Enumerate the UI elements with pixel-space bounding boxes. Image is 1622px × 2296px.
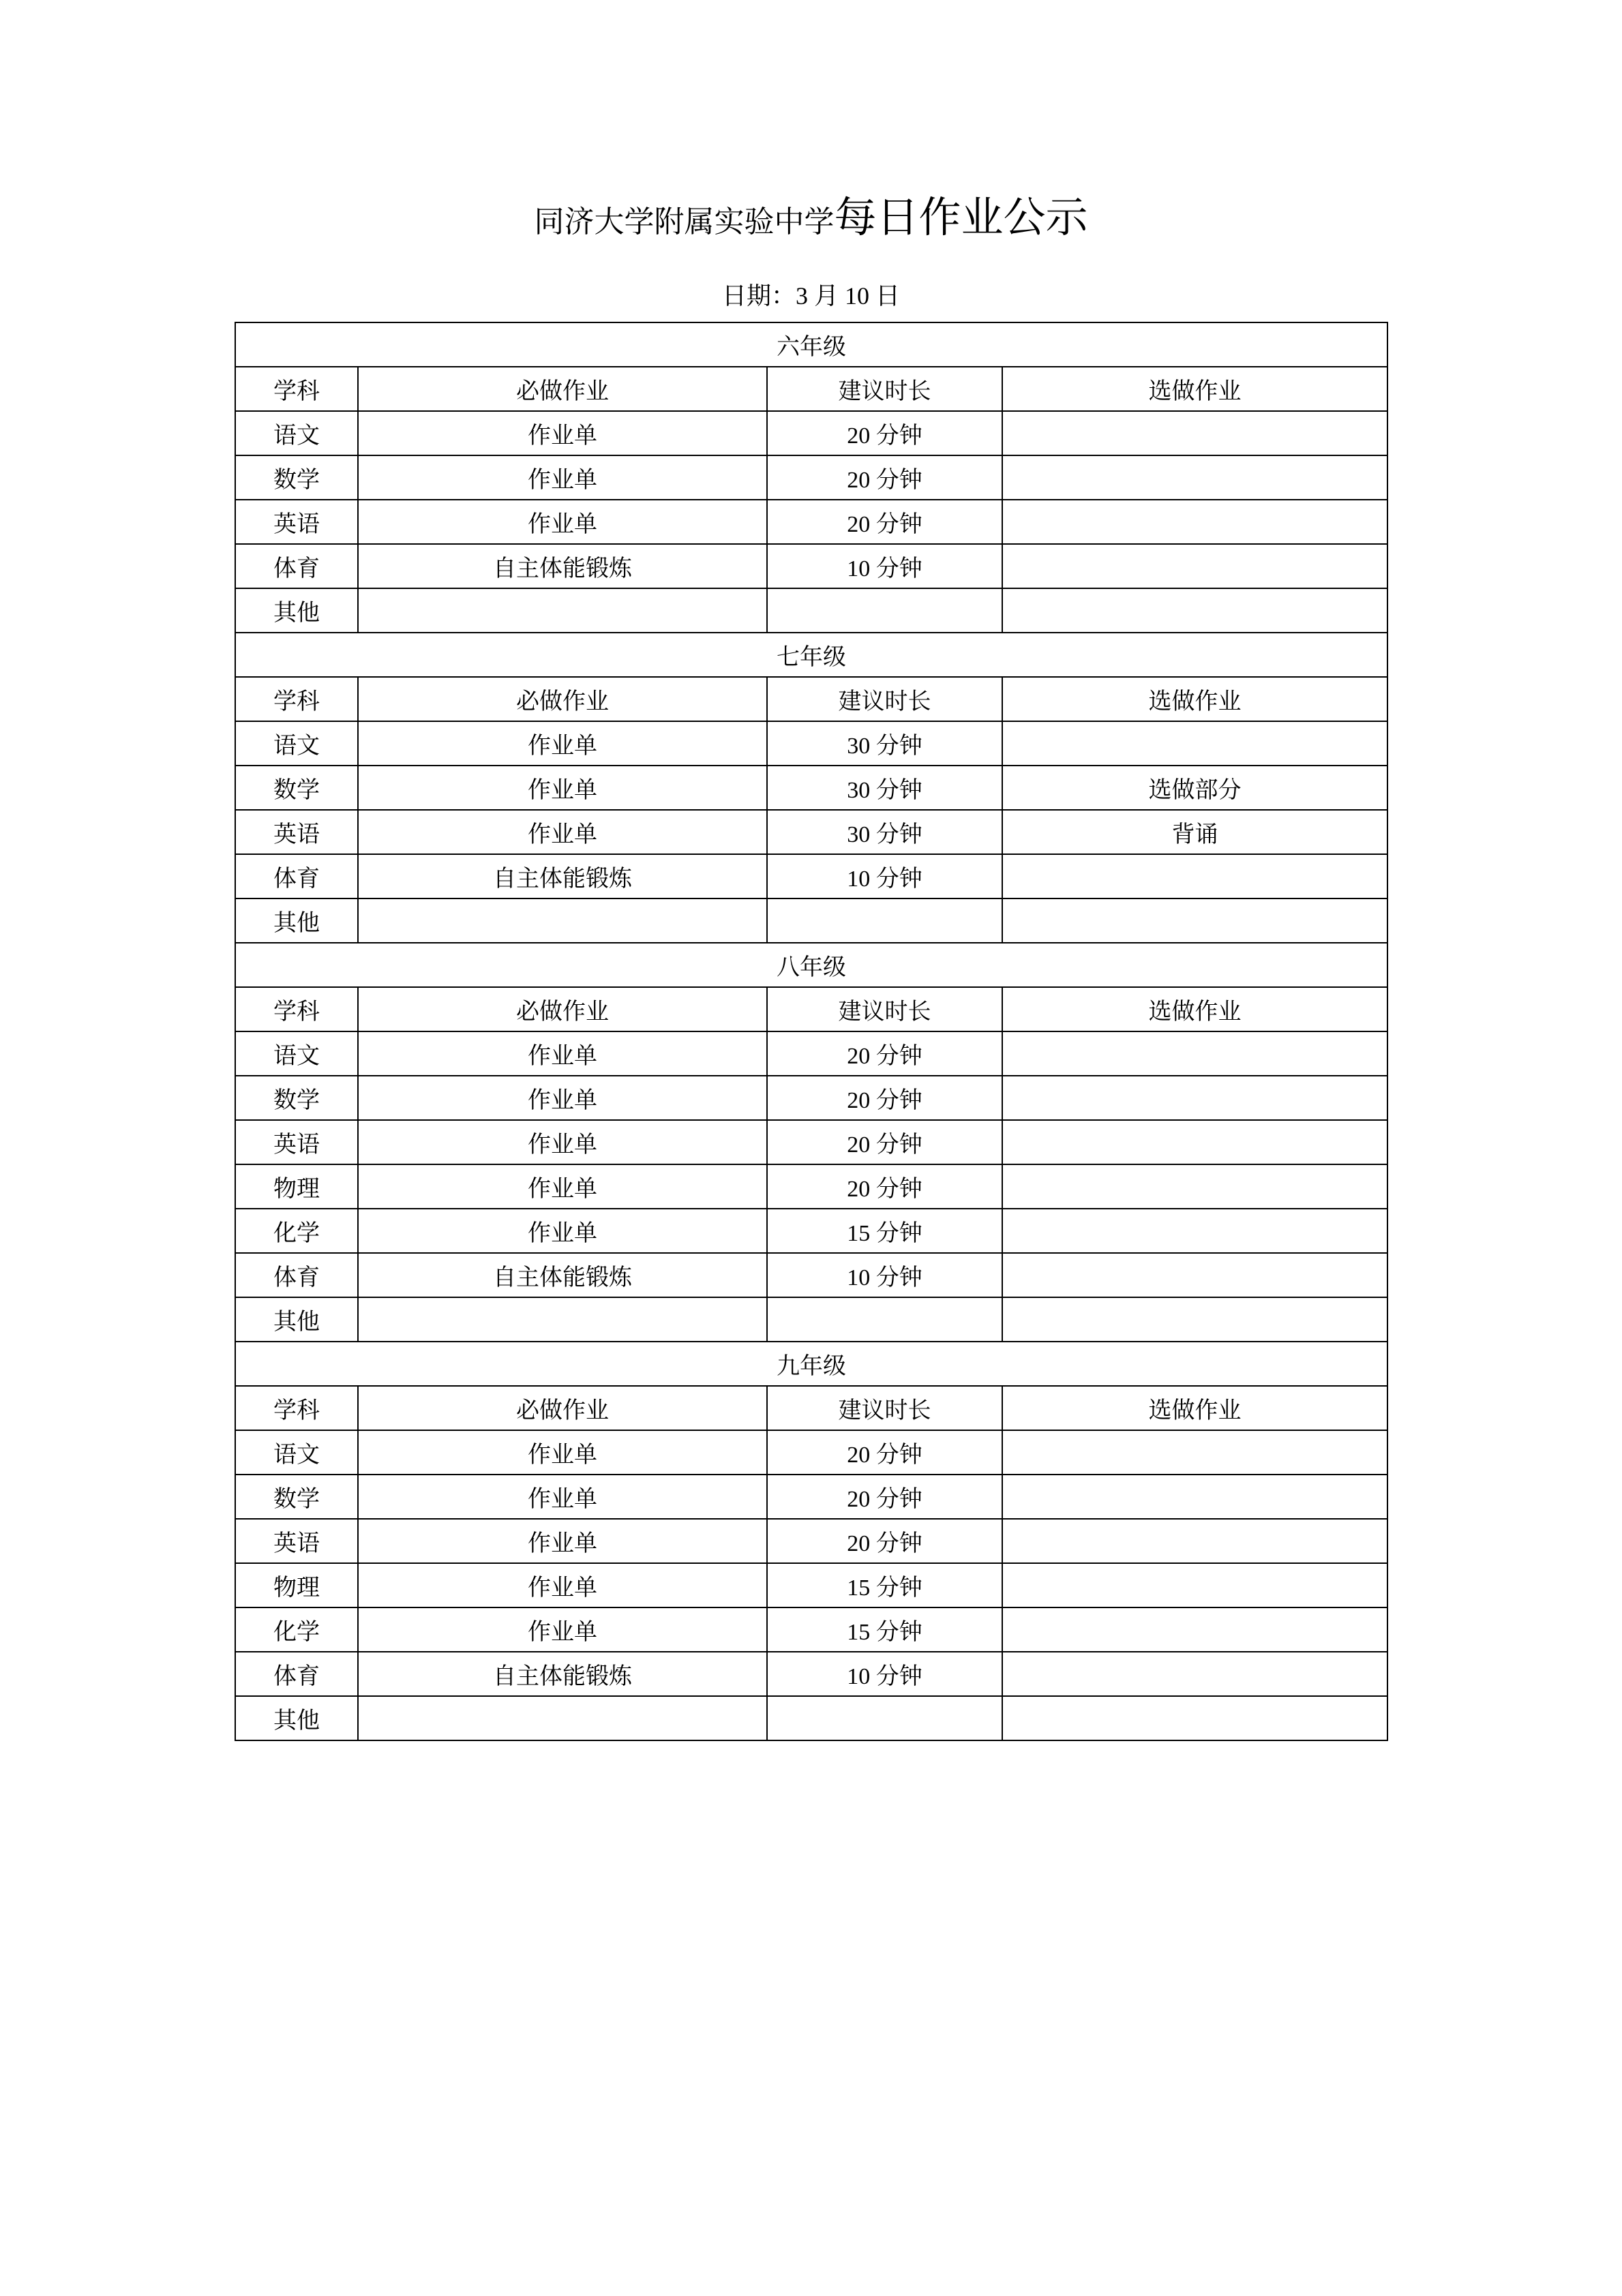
cell-optional — [1002, 1475, 1387, 1519]
cell-optional — [1002, 1563, 1387, 1607]
cell-subject: 英语 — [235, 1519, 358, 1563]
table-row — [235, 411, 1387, 455]
cell-optional — [1002, 1031, 1387, 1076]
cell-optional — [1002, 1430, 1387, 1475]
cell-required: 作业单 — [358, 721, 767, 766]
table-row — [235, 500, 1387, 544]
cell-subject: 英语 — [235, 810, 358, 854]
table-row — [235, 1164, 1387, 1209]
cell-optional — [1002, 411, 1387, 455]
cell-required: 作业单 — [358, 1607, 767, 1652]
table-row — [235, 1253, 1387, 1297]
column-header-required: 必做作业 — [358, 367, 767, 411]
cell-duration: 20 分钟 — [767, 500, 1002, 544]
cell-duration: 15 分钟 — [767, 1209, 1002, 1253]
table-row — [235, 1297, 1387, 1342]
cell-optional: 背诵 — [1002, 810, 1387, 854]
table-row — [235, 1076, 1387, 1120]
cell-duration: 20 分钟 — [767, 1519, 1002, 1563]
cell-duration — [767, 588, 1002, 633]
cell-duration: 20 分钟 — [767, 1475, 1002, 1519]
cell-optional — [1002, 1696, 1387, 1740]
cell-duration — [767, 1297, 1002, 1342]
cell-optional — [1002, 854, 1387, 898]
table-row — [235, 1652, 1387, 1696]
cell-optional — [1002, 1297, 1387, 1342]
table-row — [235, 1607, 1387, 1652]
grade-band-row — [235, 943, 1387, 987]
table-row — [235, 1430, 1387, 1475]
column-header-optional: 选做作业 — [1002, 677, 1387, 721]
column-header-duration: 建议时长 — [767, 1386, 1002, 1430]
column-header-optional: 选做作业 — [1002, 367, 1387, 411]
cell-subject: 体育 — [235, 854, 358, 898]
cell-duration: 20 分钟 — [767, 411, 1002, 455]
cell-required: 自主体能锻炼 — [358, 1253, 767, 1297]
column-header-required: 必做作业 — [358, 1386, 767, 1430]
cell-required: 作业单 — [358, 1519, 767, 1563]
grade-band-label: 九年级 — [235, 1342, 1387, 1386]
column-header-optional: 选做作业 — [1002, 987, 1387, 1031]
cell-required: 作业单 — [358, 810, 767, 854]
cell-subject: 体育 — [235, 1652, 358, 1696]
table-row — [235, 854, 1387, 898]
column-header-optional: 选做作业 — [1002, 1386, 1387, 1430]
grade-band-label: 八年级 — [235, 943, 1387, 987]
grade-band-row — [235, 322, 1387, 367]
cell-optional — [1002, 1253, 1387, 1297]
cell-subject: 数学 — [235, 1076, 358, 1120]
cell-required: 作业单 — [358, 1475, 767, 1519]
table-row — [235, 1031, 1387, 1076]
cell-subject: 其他 — [235, 1696, 358, 1740]
cell-optional — [1002, 544, 1387, 588]
column-header-required: 必做作业 — [358, 987, 767, 1031]
cell-subject: 其他 — [235, 1297, 358, 1342]
cell-required — [358, 898, 767, 943]
column-header-subject: 学科 — [235, 1386, 358, 1430]
table-header-row — [235, 677, 1387, 721]
column-header-required: 必做作业 — [358, 677, 767, 721]
grade-band-label: 六年级 — [235, 322, 1387, 367]
table-row — [235, 588, 1387, 633]
cell-duration: 30 分钟 — [767, 810, 1002, 854]
cell-required: 作业单 — [358, 500, 767, 544]
table-row — [235, 766, 1387, 810]
cell-subject: 物理 — [235, 1164, 358, 1209]
cell-duration: 20 分钟 — [767, 1164, 1002, 1209]
cell-duration: 20 分钟 — [767, 1120, 1002, 1164]
cell-optional — [1002, 455, 1387, 500]
cell-required — [358, 588, 767, 633]
cell-subject: 数学 — [235, 1475, 358, 1519]
table-row — [235, 1519, 1387, 1563]
cell-optional — [1002, 1209, 1387, 1253]
cell-duration: 10 分钟 — [767, 1253, 1002, 1297]
cell-duration: 20 分钟 — [767, 1076, 1002, 1120]
cell-required: 作业单 — [358, 1031, 767, 1076]
table-row — [235, 721, 1387, 766]
cell-subject: 体育 — [235, 544, 358, 588]
column-header-subject: 学科 — [235, 367, 358, 411]
cell-required: 作业单 — [358, 1076, 767, 1120]
cell-required — [358, 1696, 767, 1740]
table-row — [235, 1475, 1387, 1519]
table-row — [235, 1120, 1387, 1164]
table-header-row — [235, 367, 1387, 411]
page-title-suffix: 每日作业公示 — [834, 195, 1088, 241]
table-row — [235, 1209, 1387, 1253]
cell-required: 作业单 — [358, 1120, 767, 1164]
cell-optional — [1002, 721, 1387, 766]
column-header-subject: 学科 — [235, 987, 358, 1031]
cell-subject: 语文 — [235, 1430, 358, 1475]
cell-duration: 20 分钟 — [767, 1430, 1002, 1475]
cell-optional — [1002, 1519, 1387, 1563]
cell-optional — [1002, 500, 1387, 544]
cell-subject: 语文 — [235, 411, 358, 455]
page-title-school: 同济大学附属实验中学 — [534, 205, 835, 239]
cell-required: 作业单 — [358, 411, 767, 455]
cell-duration — [767, 1696, 1002, 1740]
cell-required: 自主体能锻炼 — [358, 854, 767, 898]
homework-table — [235, 322, 1388, 1741]
date-label: 日期：3 月 10 日 — [721, 282, 900, 309]
cell-subject: 语文 — [235, 1031, 358, 1076]
cell-subject: 英语 — [235, 1120, 358, 1164]
cell-optional — [1002, 898, 1387, 943]
column-header-duration: 建议时长 — [767, 677, 1002, 721]
cell-duration: 15 分钟 — [767, 1563, 1002, 1607]
cell-duration: 30 分钟 — [767, 766, 1002, 810]
table-row — [235, 544, 1387, 588]
column-header-duration: 建议时长 — [767, 987, 1002, 1031]
cell-subject: 其他 — [235, 588, 358, 633]
cell-duration: 20 分钟 — [767, 455, 1002, 500]
cell-required: 自主体能锻炼 — [358, 544, 767, 588]
table-row — [235, 1563, 1387, 1607]
cell-duration: 15 分钟 — [767, 1607, 1002, 1652]
cell-subject: 数学 — [235, 455, 358, 500]
cell-optional — [1002, 588, 1387, 633]
cell-required: 作业单 — [358, 1430, 767, 1475]
cell-subject: 化学 — [235, 1209, 358, 1253]
cell-required: 作业单 — [358, 455, 767, 500]
cell-duration — [767, 898, 1002, 943]
cell-optional: 选做部分 — [1002, 766, 1387, 810]
cell-subject: 语文 — [235, 721, 358, 766]
cell-duration: 30 分钟 — [767, 721, 1002, 766]
table-row — [235, 1696, 1387, 1740]
cell-subject: 化学 — [235, 1607, 358, 1652]
cell-required: 作业单 — [358, 1209, 767, 1253]
cell-duration: 20 分钟 — [767, 1031, 1002, 1076]
table-row — [235, 810, 1387, 854]
column-header-duration: 建议时长 — [767, 367, 1002, 411]
cell-duration: 10 分钟 — [767, 544, 1002, 588]
cell-required: 作业单 — [358, 1164, 767, 1209]
table-header-row — [235, 1386, 1387, 1430]
table-row — [235, 455, 1387, 500]
cell-optional — [1002, 1652, 1387, 1696]
table-row — [235, 898, 1387, 943]
grade-band-row — [235, 1342, 1387, 1386]
cell-duration: 10 分钟 — [767, 1652, 1002, 1696]
cell-required: 自主体能锻炼 — [358, 1652, 767, 1696]
table-body — [235, 322, 1387, 1740]
cell-optional — [1002, 1120, 1387, 1164]
table-header-row — [235, 987, 1387, 1031]
cell-optional — [1002, 1607, 1387, 1652]
cell-subject: 数学 — [235, 766, 358, 810]
grade-band-label: 七年级 — [235, 633, 1387, 677]
cell-required — [358, 1297, 767, 1342]
cell-required: 作业单 — [358, 1563, 767, 1607]
cell-optional — [1002, 1164, 1387, 1209]
grade-band-row — [235, 633, 1387, 677]
cell-duration: 10 分钟 — [767, 854, 1002, 898]
cell-subject: 物理 — [235, 1563, 358, 1607]
cell-subject: 其他 — [235, 898, 358, 943]
cell-optional — [1002, 1076, 1387, 1120]
cell-subject: 体育 — [235, 1253, 358, 1297]
column-header-subject: 学科 — [235, 677, 358, 721]
cell-required: 作业单 — [358, 766, 767, 810]
page-title — [0, 194, 1622, 243]
cell-subject: 英语 — [235, 500, 358, 544]
